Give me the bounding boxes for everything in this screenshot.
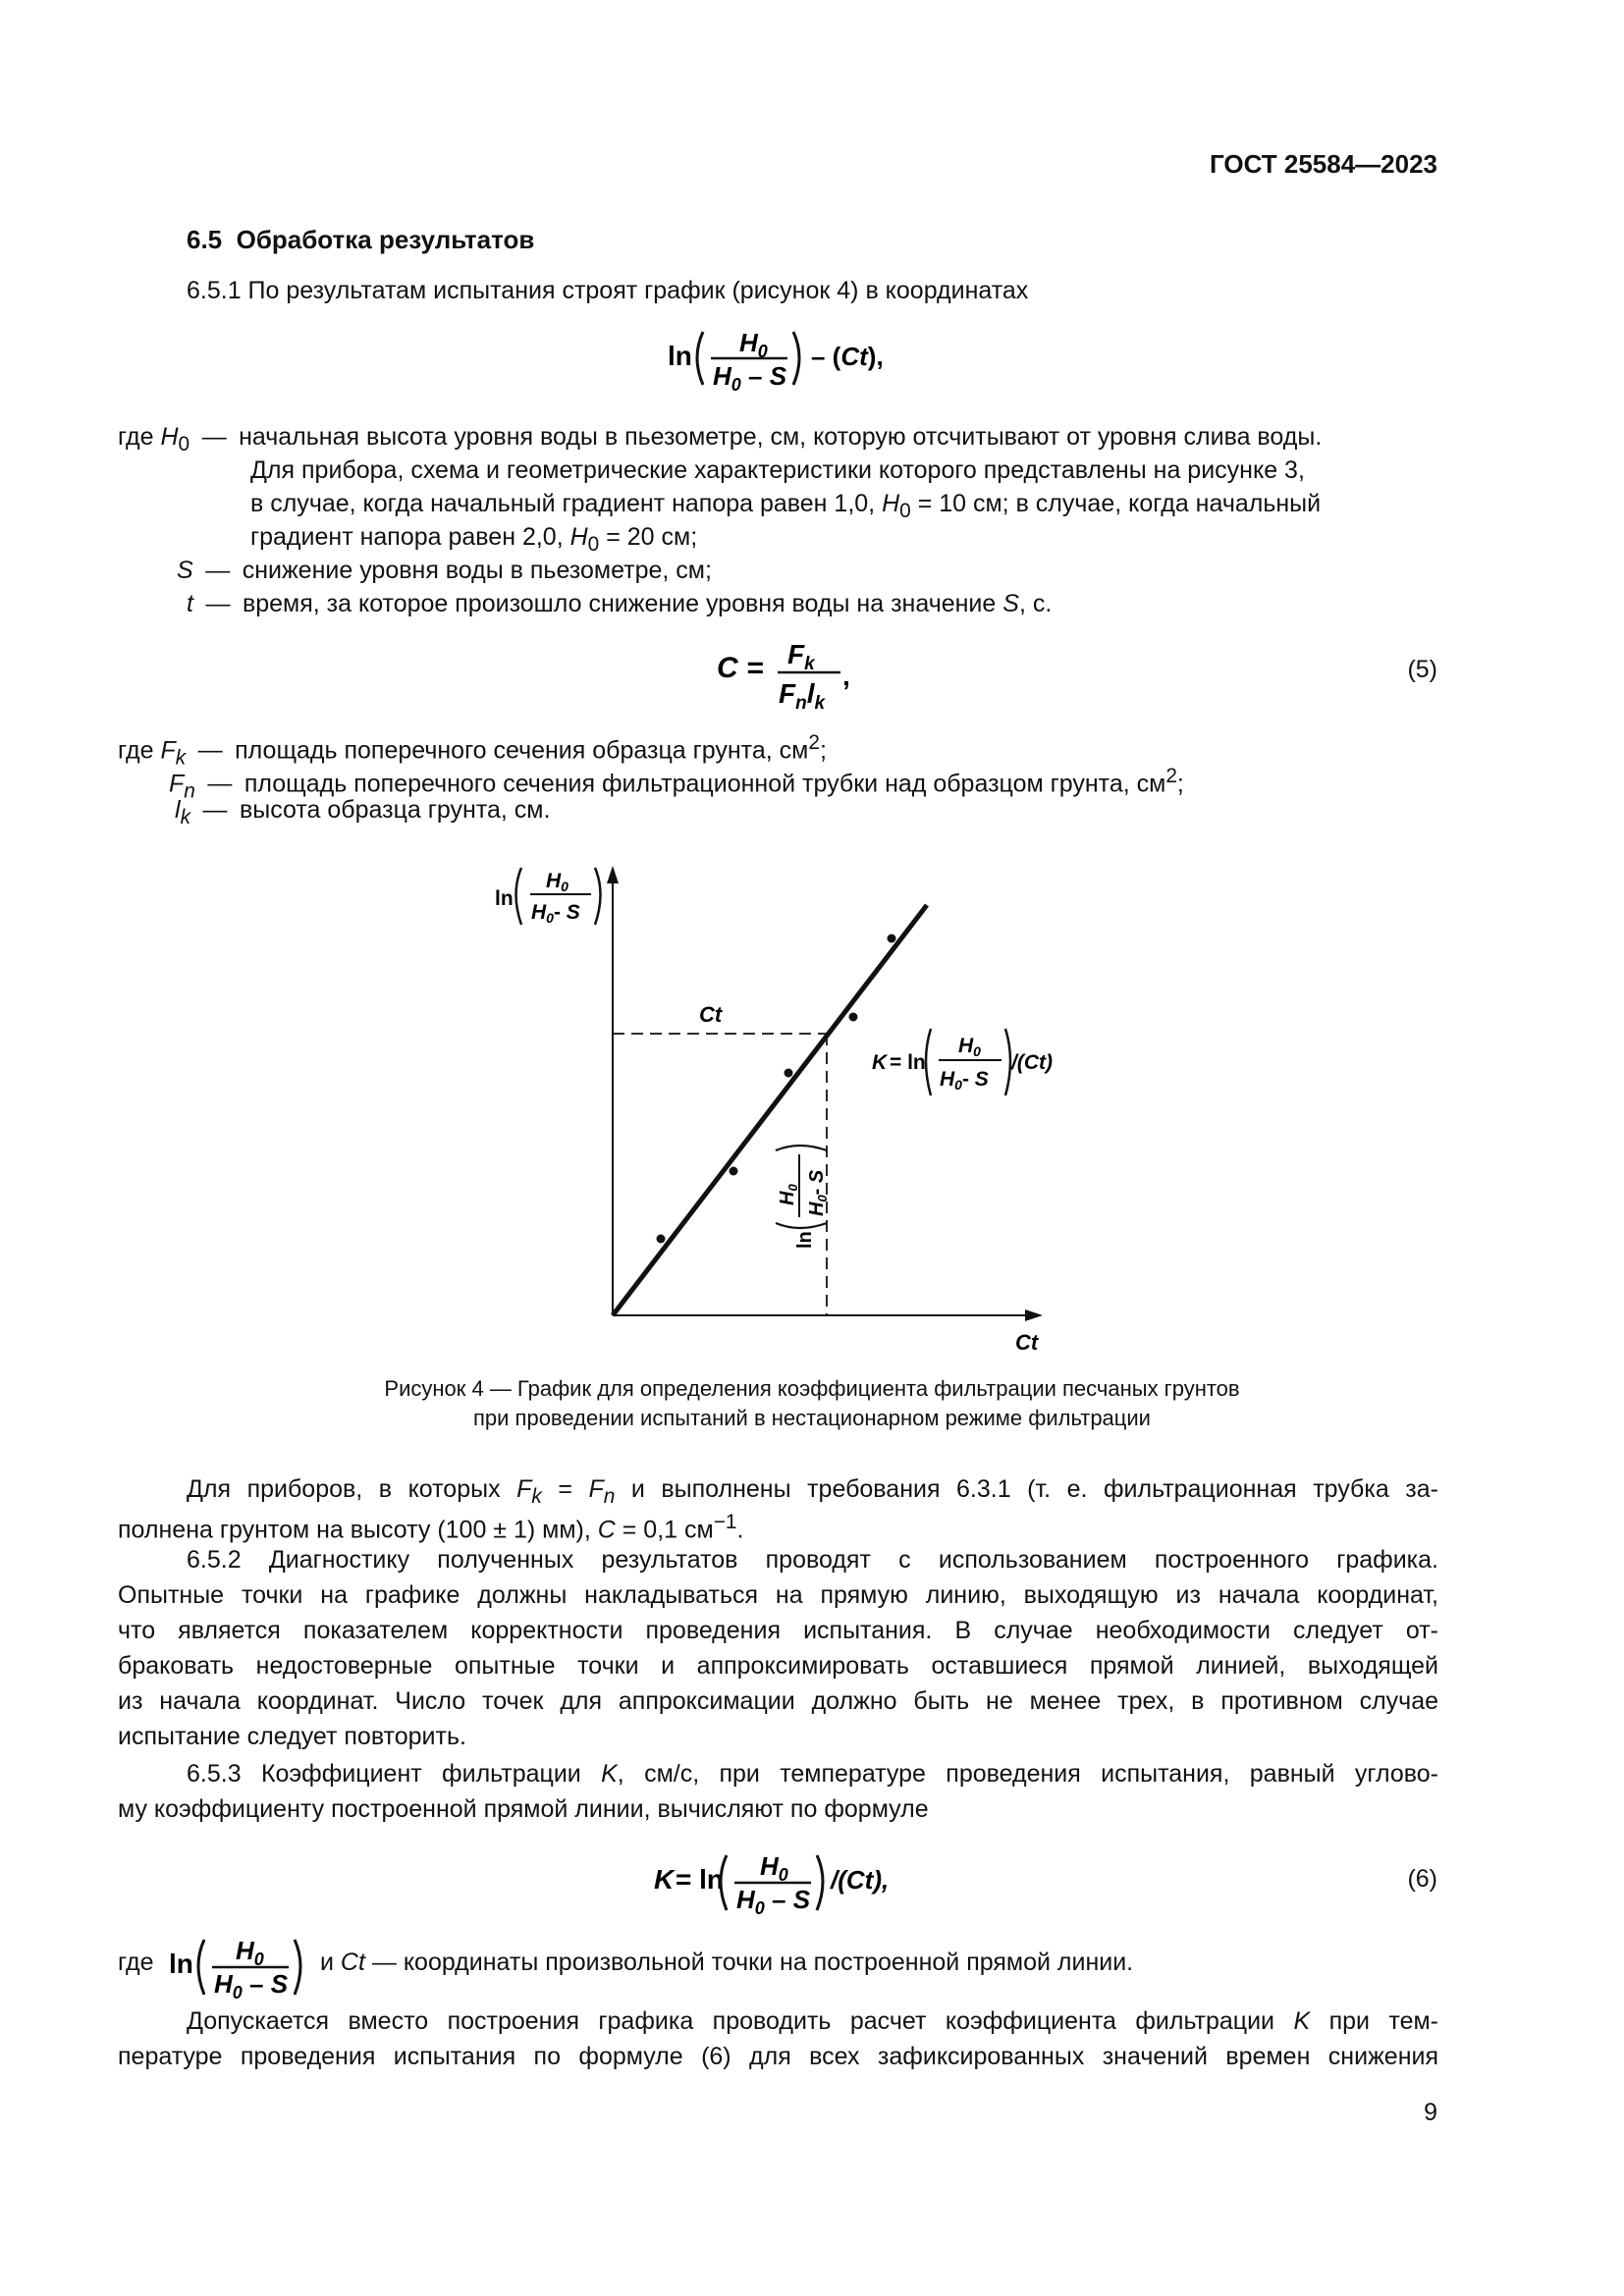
formula-ln: ln [668,341,692,371]
definition-s: S — снижение уровня воды в пьезометре, см; [177,557,712,584]
data-point [730,1167,738,1176]
formula6-right-paren [817,1855,823,1910]
paragraph-6-5-3-line-1: 6.5.3 Коэффициент фильтрации K, см/с, при температуре проведения испытания, равный углово- [187,1760,1438,1788]
formula5-comma: , [842,661,850,691]
svg-text:H0: $H_0$ [777,1184,800,1205]
paragraph-6-5-3-line-2: му коэффициенту построенной прямой линии, вычисляют по формуле [118,1795,929,1823]
equation-number-5: (5) [1407,656,1437,683]
definition-lk: $l_k$ — высота образца грунта, см. [175,796,551,828]
k-formula-label [872,1029,1053,1095]
where-rest: и Ct — координаты произвольной точки на построенной прямой линии. [320,1949,1134,1976]
formula6-tail: /(Ct), [831,1865,890,1895]
definition-h0-cont-2: в случае, когда начальный градиент напора равен 1,0, $H_0 = 10$ см; в случае, когда начальный [250,490,1322,522]
where-formula [167,1926,314,2002]
fit-line [613,905,927,1315]
ct-label: Ct [699,1002,723,1027]
formula6-lhs: K [654,1864,675,1895]
definition-h0-cont-1: Для прибора, схема и геометрические характеристики которого представлены на рисунке 3, [250,456,1305,484]
formula6-numerator: $H_0$ [760,1851,788,1885]
paragraph-6-5-2-line-5: из начала координат. Число точек для аппроксимации должно быть не менее трех, в противном случае [118,1687,1438,1715]
page-number: 9 [1424,2099,1437,2126]
formula-tail: – (Ct), [811,342,884,371]
section-title: Обработка результатов [236,225,535,254]
svg-text:/(Ct): /(Ct) [1011,1051,1053,1074]
x-axis-arrow [1025,1309,1043,1321]
svg-text:H0 – S: $H_0$ – S [214,1969,289,2002]
paragraph-6-5-2-line-1: 6.5.2 Диагностику полученных результатов проводят с использованием построенного графика. [187,1546,1438,1574]
svg-text:ln: ln [169,1949,193,1979]
definition-fk: где $F_k$ — площадь поперечного сечения образца грунта, $см^2$; [118,731,827,770]
figure-caption-line-1: Рисунок 4 — График для определения коэффициента фильтрации песчаных грунтов [384,1376,1240,1401]
data-point [888,934,896,943]
paragraph-6-5-2-line-3: что является показателем корректности проведения испытания. В случае необходимости следует от- [118,1617,1438,1644]
data-point [785,1069,793,1078]
equation-number-6: (6) [1407,1865,1437,1893]
data-point [849,1013,858,1022]
y-axis-arrow [607,866,619,883]
section-heading [187,225,534,255]
definition-fn: $F_n$ — площадь поперечного сечения фильтрационной трубки над образцом грунта, $см^2$; [169,765,1184,803]
definition-t: t — время, за которое произошло снижение уровня воды на значение S, с. [187,590,1053,617]
svg-text:= ln: = ln [890,1051,926,1074]
svg-text:H0: H0 [958,1035,981,1059]
paragraph-6-5-2-line-4: браковать недостоверные опытные точки и аппроксимировать оставшиеся прямой линией, выходящей [118,1652,1438,1680]
left-paren [697,332,703,385]
formula5-lhs: C = [717,652,764,684]
section-number: 6.5 [187,225,223,254]
formula-5 [717,628,874,712]
svg-text:ln: ln [495,887,514,910]
formula-numerator: $H_0$ [739,328,768,361]
definition-h0: где $H_0$ — начальная высота уровня воды в пьезометре, см, которую отсчитывают от уровня слива воды. [118,423,1323,455]
svg-text:H0: $H_0$ [236,1936,264,1969]
paragraph-allowed-line-2: пературе проведения испытания по формуле (6) для всех зафиксированных значений времен снижения [118,2043,1438,2070]
paragraph-6-5-1: 6.5.1 По результатам испытания строят график (рисунок 4) в координатах [187,277,1029,304]
figure-caption-line-2: при проведении испытаний в нестационарном режиме фильтрации [473,1406,1151,1430]
definition-h0-cont-3: градиент напора равен 2,0, $H_0 = 20$ см; [250,523,698,556]
formula5-numerator: $F_k$ [787,639,815,674]
standard-number: ГОСТ 25584—2023 [1210,149,1437,179]
formula6-ln: = ln [676,1864,725,1895]
paragraph-allowed-line-1: Допускается вместо построения графика проводить расчет коэффициента фильтрации K при тем- [187,2007,1438,2035]
rotated-ln-label [776,1146,830,1249]
formula-coordinates [668,316,923,395]
svg-text:H0- S: H0- S [531,901,580,926]
right-paren [793,332,799,385]
formula-denominator: $H_0$ – S [713,361,787,395]
paragraph-devices-line-2: полнена грунтом на высоту (100 ± 1) мм), C = 0,1 $см^{-1}$. [118,1511,744,1544]
where-prefix: где [118,1949,154,1976]
svg-text:H0: H0 [546,870,568,894]
data-point [657,1235,666,1244]
formula-6 [654,1842,919,1920]
svg-text:ln: ln [794,1231,816,1249]
formula5-denominator: $F_nl_k$ [779,678,826,712]
paragraph-6-5-2-line-6: испытание следует повторить. [118,1723,466,1750]
svg-text:H0- S: H0- S [940,1068,989,1093]
y-axis-label [495,868,601,926]
svg-text:K: K [872,1051,888,1074]
formula6-denominator: $H_0$ – S [736,1885,811,1918]
svg-text:H0- S: $H_0-$ S [806,1169,830,1216]
paragraph-devices-line-1: Для приборов, в которых $F_k = F_n$ и выполнены требования 6.3.1 (т. е. фильтрационная трубка за- [187,1475,1438,1508]
x-axis-label: Ct [1015,1330,1039,1355]
figure-4 [481,854,1110,1364]
paragraph-6-5-2-line-2: Опытные точки на графике должны накладываться на прямую линию, выходящую из начала координат, [118,1581,1438,1609]
